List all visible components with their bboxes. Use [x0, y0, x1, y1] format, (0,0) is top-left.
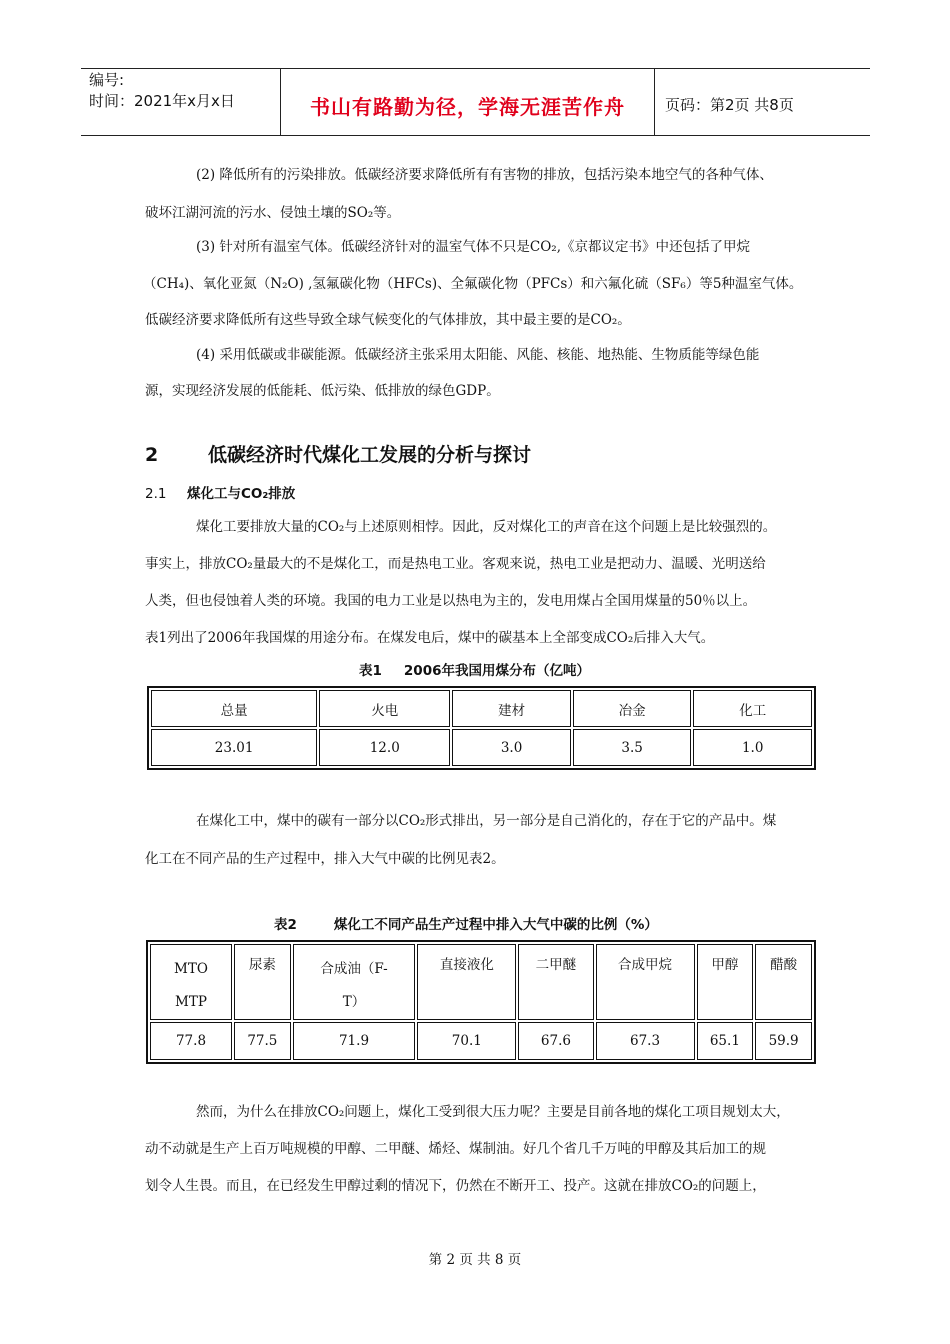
table-2-header-cell	[293, 944, 416, 1020]
para-2-line-2: 破坏江湖河流的污水、侵蚀土壤的SO₂等。	[145, 205, 401, 221]
para-4-line-2: 源，实现经济发展的低能耗、低污染、低排放的绿色GDP。	[145, 383, 500, 399]
section-2-title: 低碳经济时代煤化工发展的分析与探讨	[208, 444, 532, 466]
table-1-value-cell: 23.01	[151, 729, 317, 766]
table-2-value-cell: 71.9	[293, 1022, 416, 1060]
para-3-line-3: 低碳经济要求降低所有这些导致全球气候变化的气体排放，其中最主要的是CO₂。	[145, 312, 631, 328]
table-2-header-synoil-line-2: T）	[342, 994, 366, 1010]
table-1-caption	[359, 659, 590, 679]
header-time-label: 时间：2021年x月x日	[89, 92, 235, 110]
table-2-header-cell: 甲醇	[697, 944, 754, 1020]
table-1-header-cell: 化工	[693, 690, 812, 727]
table-2-value-cell: 70.1	[417, 1022, 516, 1060]
table-1-value-cell: 3.5	[573, 729, 692, 766]
para-4-line-1: (4) 采用低碳或非碳能源。低碳经济主张采用太阳能、风能、核能、地热能、生物质能等绿色能	[196, 347, 760, 363]
mid-line-2: 化工在不同产品的生产过程中，排入大气中碳的比例见表2。	[145, 851, 505, 867]
s21-line-3: 人类，但也侵蚀着人类的环境。我国的电力工业是以热电为主的，发电用煤占全国用煤量的50％以上。	[145, 593, 757, 609]
header-page-info: 页码：第2页 共8页	[665, 95, 794, 114]
table-2-value-cell: 65.1	[697, 1022, 754, 1060]
table-2-header-mtp: MTP	[175, 994, 207, 1010]
table-2-header-cell: 直接液化	[417, 944, 516, 1020]
table-2-value-cell: 77.8	[150, 1022, 232, 1060]
section-2-number: 2	[145, 444, 159, 466]
header-meta	[81, 69, 281, 135]
table-1-caption-text: 2006年我国用煤分布（亿吨）	[403, 663, 590, 679]
header-number-label: 编号:	[89, 71, 125, 89]
table-1-header-cell: 建材	[452, 690, 571, 727]
section-2-1-number: 2.1	[145, 486, 167, 502]
table-1-header-cell: 总量	[151, 690, 317, 727]
page-header	[81, 68, 870, 136]
table-2-header-cell: 二甲醚	[518, 944, 593, 1020]
table-2-header-synoil-line-1: 合成油（F-	[320, 961, 388, 977]
s21-line-4: 表1列出了2006年我国煤的用途分布。在煤发电后，煤中的碳基本上全部变成CO₂后排入大气。	[145, 630, 715, 646]
para-3-line-2: （CH₄)、氧化亚氮（N₂O) ,氢氟碳化物（HFCs)、全氟碳化物（PFCs）和六氟化硫（SF₆）等5种温室气体。	[143, 276, 803, 292]
table-1-header-cell: 火电	[319, 690, 450, 727]
table-1-header-row	[151, 690, 812, 727]
table-2	[146, 940, 816, 1064]
end-line-1: 然而，为什么在排放CO₂问题上，煤化工受到很大压力呢？主要是目前各地的煤化工项目规划太大，	[196, 1104, 790, 1120]
table-2-value-cell: 67.3	[596, 1022, 695, 1060]
section-2-heading	[145, 440, 531, 467]
table-1-header-cell: 冶金	[573, 690, 692, 727]
table-2-value-row	[150, 1022, 812, 1060]
table-2-caption	[274, 913, 658, 933]
s21-line-1: 煤化工要排放大量的CO₂与上述原则相悖。因此，反对煤化工的声音在这个问题上是比较强烈的。	[196, 519, 777, 535]
table-2-header-mto: MTO	[174, 961, 208, 977]
para-2-line-1: (2) 降低所有的污染排放。低碳经济要求降低所有有害物的排放，包括污染本地空气的各种气体、	[196, 167, 773, 183]
s21-line-2: 事实上，排放CO₂量最大的不是煤化工，而是热电工业。客观来说，热电工业是把动力、温暖、光明送给	[145, 556, 766, 572]
table-1-value-cell: 12.0	[319, 729, 450, 766]
table-2-value-cell: 67.6	[518, 1022, 593, 1060]
page-footer: 第 2 页 共 8 页	[428, 1252, 522, 1268]
table-2-header-cell: 醋酸	[755, 944, 812, 1020]
table-1-value-row	[151, 729, 812, 766]
table-1	[147, 686, 816, 770]
mid-line-1: 在煤化工中，煤中的碳有一部分以CO₂形式排出，另一部分是自己消化的，存在于它的产品中。煤	[196, 813, 777, 829]
table-2-header-cell: 合成甲烷	[596, 944, 695, 1020]
table-1-value-cell: 1.0	[693, 729, 812, 766]
table-2-header-cell	[150, 944, 232, 1020]
header-motto: 书山有路勤为径，学海无涯苦作舟	[281, 69, 655, 135]
para-3-line-1: (3) 针对所有温室气体。低碳经济针对的温室气体不只是CO₂,《京都议定书》中还包括了甲烷	[196, 239, 751, 255]
section-2-1-heading	[145, 482, 295, 502]
table-1-caption-number: 表1	[359, 663, 382, 679]
table-2-header-cell: 尿素	[234, 944, 291, 1020]
section-2-1-title: 煤化工与CO₂排放	[187, 486, 296, 502]
table-2-value-cell: 77.5	[234, 1022, 291, 1060]
table-2-caption-number: 表2	[274, 917, 297, 933]
end-line-3: 划令人生畏。而且，在已经发生甲醇过剩的情况下，仍然在不断开工、投产。这就在排放CO₂的问题上，	[145, 1178, 766, 1194]
table-2-header-row	[150, 944, 812, 1020]
table-1-value-cell: 3.0	[452, 729, 571, 766]
end-line-2: 动不动就是生产上百万吨规模的甲醇、二甲醚、烯烃、煤制油。好几个省几千万吨的甲醇及其后加工的规	[145, 1141, 766, 1157]
table-2-caption-text: 煤化工不同产品生产过程中排入大气中碳的比例（%）	[333, 917, 658, 933]
table-2-value-cell: 59.9	[755, 1022, 812, 1060]
